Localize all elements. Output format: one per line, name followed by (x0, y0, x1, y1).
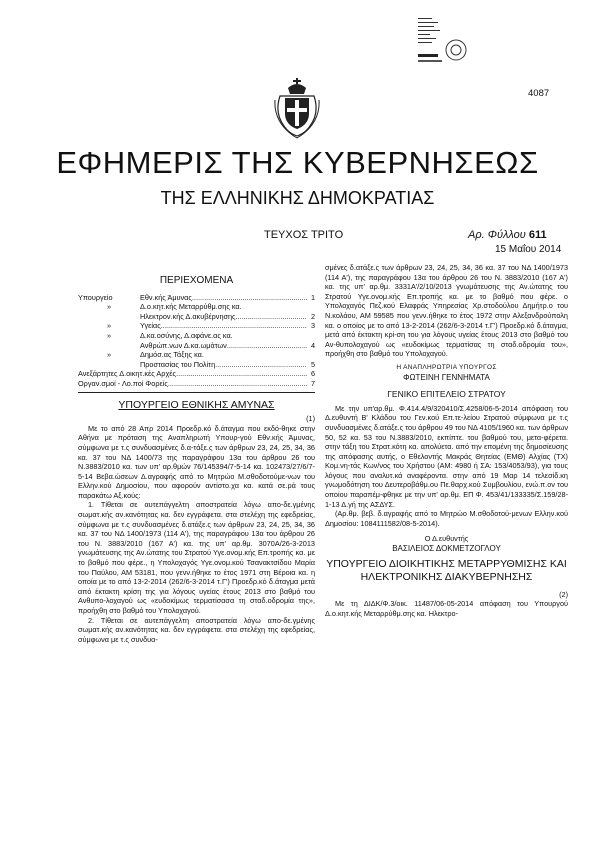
toc-page: 2 (310, 311, 315, 321)
toc-text: Ηλεκτρον.κής Δ.ακυβέρνησης (140, 311, 236, 321)
decision-number: (2) (559, 589, 568, 599)
section-heading: ΓΕΝΙΚΟ ΕΠΙΤΕΛΕΙΟ ΣΤΡΑΤΟΥ (387, 389, 506, 400)
body-paragraph: Με το από 28 Απρ 2014 Προεδρ.κό δ.άταγμα που εκδό-θηκε στην Αθήνα με πρόταση της Αναπληρωτή Υπουρ-γού Εθν.κής Άμυνας, σύμφωνα με τ.ς συνδυασμένες δ.α-τάξε.ς των άρθρων 23, 24, 25, 34, 36 κα. 37 του ΝΔ 1400/73 της παραγράφου 13α του άρθρου 26 του Ν.3883/2010 κα. των υπ' αρ.θμών 76/145394/7-5-14 κα. 102473/27/6/7-5-14 Βεβα.ώσεων Δ.αγραφής από το Μητρώο Μ.σθοδοτούμε-νων του Ελλην.κού Δημοσίου, που αφορούν αντίστο.χα κα. κατά σε.ρά τους παρακάτω Αξ.κούς: (78, 423, 315, 500)
printing-office-stamp (418, 16, 470, 66)
sheet-value: 611 (528, 229, 547, 241)
body-paragraph: σμένες δ.ατάξε.ς των άρθρων 23, 24, 25, 34, 36 κα. 37 του ΝΔ 1400/1973 (114 Α'), της παραγράφου 13α του άρθρου 26 του Ν. 3883/2010 (167 Α') κα. της υπ' αρ.θμ. 3331Α'/2/10/2013 γνωμάτευσης της Αν.ώτατης του Στρατού Υγε.ονομ.κής Επ.τροπής κα. με το βαθμό που φέρε. ο Υπολοχαγός Πεζ.κού Ελαφράς Υπηρεσίας Χρ.στοδούλου Δημήτρ.ο του Ν.κολάου, ΑΜ 59585 που γενν.ήθηκε το έτος 1972 στην Αλεξανδρούπολη κα. ο οποίος με το από 13-2-2014 (262/6-3-2014 τ.Γ') Προεδρ.κό δ.άταγμα, μετά από έκτακτη κρί-ση του για λόγους υγείας έτους 2013 στο βαθμό του Αν-θυπολοχαγού ως «ευδοκίμως τερματίσας τη σταδ.οδρομία του», προήχθη στο βαθμό του Υπολοχαγού. (325, 263, 568, 359)
toc-category: » (106, 350, 112, 360)
toc-divider (78, 392, 315, 393)
toc-page: 4 (310, 340, 315, 350)
left-column (78, 262, 315, 644)
toc-text: Ανθρώπ.νων Δ.κα.ωμάτων (140, 340, 227, 350)
signature-role: Η ΑΝΑΠΛΗΡΩΤΡΙΑ ΥΠΟΥΡΓΟΣ (396, 363, 497, 371)
issue-label: ΤΕΥΧΟΣ ΤΡΙΤΟ (264, 229, 344, 241)
decision-number: (1) (306, 414, 315, 424)
greek-coat-of-arms-icon (272, 78, 322, 140)
right-column (325, 263, 568, 618)
toc-row[interactable] (78, 293, 315, 303)
toc-page: 6 (310, 369, 315, 379)
toc-text: Προστασίας του Πολίτη (140, 359, 216, 369)
toc-row[interactable] (78, 379, 315, 389)
sheet-label: Αρ. Φύλλου (468, 229, 526, 241)
toc-category: » (106, 330, 112, 340)
gazette-title: ΕΦΗΜΕΡΙΣ ΤΗΣ ΚΥΒΕΡΝΗΣΕΩΣ (56, 145, 539, 180)
signature-name: ΒΑΣΙΛΕΙΟΣ ΔΟΚΜΕΤΖΟΓΛΟΥ (392, 544, 501, 554)
table-of-contents (78, 293, 315, 393)
toc-category: Υπουργείο (78, 292, 113, 302)
signature-role: Ο Δ.ευθυντής (424, 534, 469, 544)
toc-text: Δημόσ.ας Τάξης κα. (140, 350, 204, 360)
toc-row[interactable] (78, 321, 315, 331)
gazette-subtitle: ΤΗΣ ΕΛΛΗΝΙΚΗΣ ΔΗΜΟΚΡΑΤΙΑΣ (160, 188, 435, 208)
toc-page: 3 (310, 321, 315, 331)
toc-row[interactable] (78, 302, 315, 312)
body-paragraph: 2. Τίθεται σε αυτεπάγγελτη αποστρατεία λόγω απο-δε.γμένης σωματ.κής αν.κανότητας κα. δεν εγγράφετα. στα στελέχη της εφεδρείας, σύμφωνα με τ.ς συνδυα- (78, 615, 315, 644)
body-paragraph: Με την υπ'αρ.θμ. Φ.414.4/9/320410/Σ.4258/06-5-2014 απόφαση του Δ.ευθυντή Β' Κλάδου του Γεν.κού Επ.τε-λείου Στρατού σύμφωνα με τ.ς συνδυασμένες δ.ατάξε.ς του άρθρου 49 του ΝΔ 4105/1960 κα. των άρθρων 50, 52 κα. 53 του Ν.3883/2010, εκπίπτε. του βαθμού του, μετα-φέρετα. στην τάξη του Στρατ.κότη κα. απολύετα. από την επομένη της δημοσίευσης της απόφασης αυτής, ο Εθελοντής Μακράς Θητείας (ΕΜΘ) Αλχίας (ΤΧ) Κομ.νη-τάς Κων/νος του Χρήστου (ΑΜ: 4980 ή ΣΑ: 153/4053/93), για τους λόγους που αναλυτ.κά αναφέροντα. στην από 19 Μαρ 14 τελεσίδ.κη γνωμοδότηση του Δευτεροβάθμ.ου Πε.θαρχ.κού Συμβουλίου, ενώ.π.ον του οποίου παραπέμ-φθηκε με την υπ' αρ.θμ. ΕΠ Φ. 453/41/133335/Σ.159/28-1-13 Δ.γή της ΑΣΔΥΣ. (325, 403, 568, 509)
issue-date: 15 Μαΐου 2014 (495, 244, 562, 255)
toc-page: 5 (310, 359, 315, 369)
toc-category: Οργαν.σμοί - Λο.ποί Φορείς (78, 378, 168, 388)
toc-text: Δ.κα.οσύνης, Δ.αφάνε.ας κα. (140, 330, 233, 340)
body-paragraph: Με τη ΔΙΔΚ/Φ.3/οικ. 11487/06-05-2014 απόφαση του Υπουργού Δ.ο.κητ.κής Μεταρρύθμ.σης κα. Ηλεκτρο- (325, 599, 568, 618)
signature-name: ΦΩΤΕΙΝΗ ΓΕΝΝΗΜΑΤΑ (403, 372, 490, 382)
sheet-number (468, 229, 547, 241)
toc-page: 7 (310, 378, 315, 388)
toc-text: Δ.ο.κητ.κής Μεταρρύθμ.σης κα. (140, 302, 242, 312)
section-heading: ΥΠΟΥΡΓΕΙΟ ΔΙΟΙΚΗΤΙΚΗΣ ΜΕΤΑΡΡΥΘΜΙΣΗΣ ΚΑΙ ΗΛΕΚΤΡΟΝΙΚΗΣ ΔΙΑΚΥΒΕΡΝΗΣΗΣ (326, 557, 567, 583)
toc-heading: ΠΕΡΙΕΧΟΜΕΝΑ (159, 275, 234, 286)
body-paragraph: (Αρ.θμ. βεβ. δ.αγραφής από το Μητρώο Μ.σθοδοτού-μενων Ελλην.κού Δημοσίου: 1084111582/08-5-2014). (325, 509, 568, 528)
page-number: 4087 (528, 88, 550, 99)
toc-row[interactable] (78, 369, 315, 379)
toc-row[interactable] (78, 312, 315, 322)
toc-text: Εθν.κής Άμυνας (140, 292, 192, 302)
toc-row[interactable] (78, 341, 315, 351)
toc-row[interactable] (78, 350, 315, 360)
toc-category: » (106, 321, 112, 331)
toc-category: » (106, 302, 112, 312)
toc-category: Ανεξάρτητες Δ.οικητ.κές Αρχές (78, 369, 177, 379)
toc-page: 1 (310, 292, 315, 302)
toc-row[interactable] (78, 331, 315, 341)
toc-text: Υγείας (140, 321, 161, 331)
barcode-stamp-icon (418, 16, 470, 66)
section-heading: ΥΠΟΥΡΓΕΙΟ ΕΘΝΙΚΗΣ ΑΜΥΝΑΣ (118, 398, 275, 411)
body-paragraph: 1. Τίθεται σε αυτεπάγγελτη αποστρατεία λόγω απο-δε.γμένης σωματ.κής αν.κανότητας κα. δεν εγγράφετα. στα στελέχη της εφεδρείας, σύμφωνα με τ.ς συνδυασμένες δ.ατάξε.ς των άρθρων 23, 24, 25, 34, 36 κα. 37 του ΝΔ 1400/1973 (114 Α'), της παραγράφου 13α του άρθρου 26 του Ν. 3883/2010 (167 Α') κα. της υπ' αρ.θμ. 3070Α/26-3-2013 γνωμάτευσης της Αν.ώτατης του Στρατού Υγε.ονομ.κής Επ.τροπής κα. με το βαθμό που φέρε., η Υπολοχαγός Υγε.ονομ.κού Τσανακτσίδου Μαρία του Παύλου, ΑΜ 53181, που γενν.ήθηκε το έτος 1971 στη Βέροια κα. η οποία με το από 13-2-2014 (262/6-3-2014 τ.Γ') Προεδρ.κό δ.άταγμα μετά από έκτακτη κρίση της για λόγους υγείας έτους 2013 στο βαθμό του Ανθυπο-λοχαγού ως «ευδοκίμως τερματίσασα τη σταδ.οδρομία της», προήχθη στο βαθμό του Υπολοχαγού. (78, 500, 315, 615)
toc-row[interactable] (78, 360, 315, 370)
